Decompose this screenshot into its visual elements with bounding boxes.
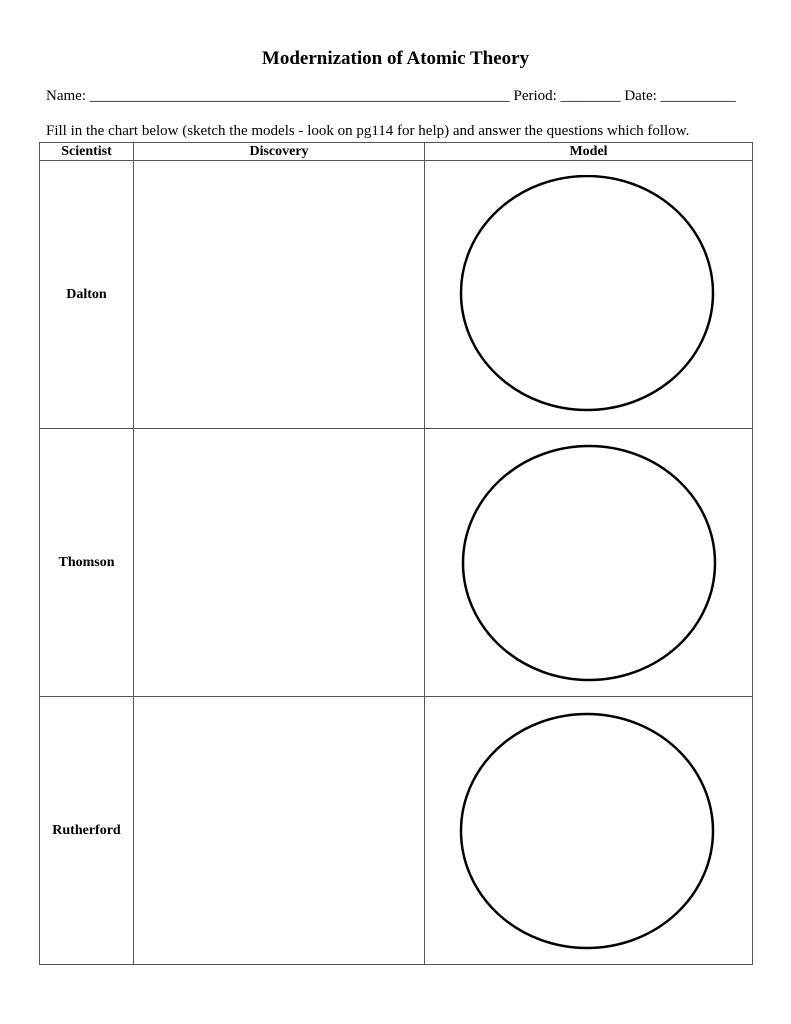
period-label: Period: [513, 88, 557, 104]
scientist-cell: Thomson [40, 429, 134, 697]
discovery-answer-cell[interactable] [134, 697, 425, 965]
table-row-thomson [40, 429, 753, 697]
name-field[interactable]: ________________________________________________________ [89, 88, 510, 104]
period-field[interactable]: ________ [560, 88, 621, 104]
header-model: Model [425, 143, 753, 161]
instructions-text: Fill in the chart below (sketch the models - look on pg114 for help) and answer the questions which follow. [46, 123, 690, 139]
header-discovery: Discovery [134, 143, 425, 161]
discovery-answer-cell[interactable] [134, 161, 425, 429]
model-circle-thomson [459, 443, 719, 683]
name-label: Name: [46, 88, 86, 104]
scientist-cell: Dalton [40, 161, 134, 429]
scientist-cell: Rutherford [40, 697, 134, 965]
page-title: Modernization of Atomic Theory [261, 48, 530, 69]
model-circle-rutherford [459, 711, 719, 951]
date-label: Date: [624, 88, 657, 104]
table-row-rutherford [40, 697, 753, 965]
model-sketch-cell[interactable] [425, 161, 753, 429]
model-circle-dalton [459, 175, 719, 415]
student-info-line [46, 88, 736, 105]
model-sketch-cell[interactable] [425, 429, 753, 697]
date-field[interactable]: __________ [660, 88, 736, 104]
atomic-theory-chart [39, 142, 753, 965]
header-scientist: Scientist [40, 143, 134, 161]
discovery-answer-cell[interactable] [134, 429, 425, 697]
table-header-row [40, 143, 753, 161]
table-row-dalton [40, 161, 753, 429]
model-sketch-cell[interactable] [425, 697, 753, 965]
